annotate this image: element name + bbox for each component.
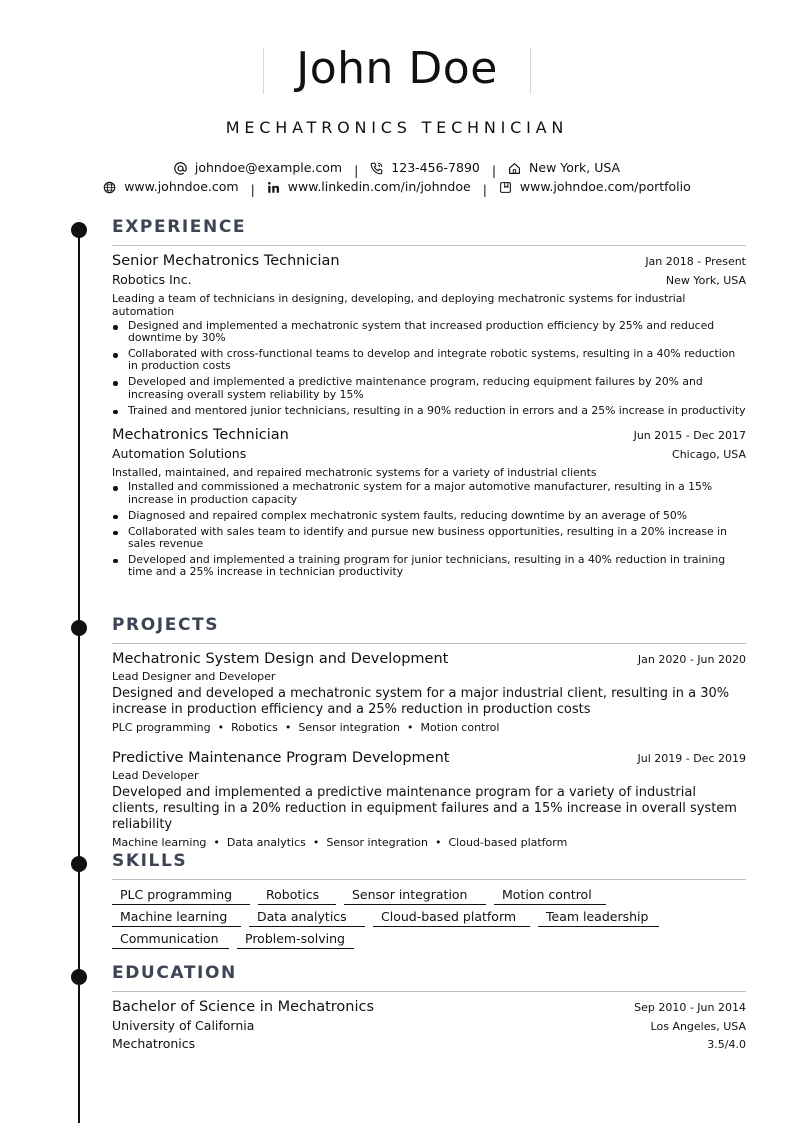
skill-tag: Sensor integration	[344, 886, 486, 905]
entry-header	[112, 997, 746, 1017]
separator: |	[354, 162, 359, 178]
job-summary: Leading a team of technicians in designing, developing, and deploying mechatronic systems for industrial automation	[112, 292, 686, 318]
location-item	[508, 159, 620, 177]
linkedin-icon	[267, 181, 280, 194]
experience-entry	[112, 251, 746, 417]
job-date: Jun 2015 - Dec 2017	[633, 428, 746, 442]
portfolio-item[interactable]	[499, 178, 691, 196]
timeline-dot-skills	[71, 856, 87, 872]
education-section	[112, 962, 746, 1053]
timeline-dot-experience	[71, 222, 87, 238]
section-title: EXPERIENCE	[112, 217, 247, 237]
job-date: Jan 2018 - Present	[645, 255, 746, 268]
achievement-item: Designed and implemented a mechatronic system that increased production efficiency by 25% and reduced downtime by 30%	[112, 320, 746, 344]
timeline-dot-projects	[71, 620, 87, 636]
contact-row-2	[0, 178, 794, 199]
project-keywords	[112, 835, 746, 851]
education-date: Sep 2010 - Jun 2014	[634, 1001, 746, 1014]
dot-separator: •	[213, 836, 220, 849]
keyword: Cloud-based platform	[448, 836, 568, 849]
website-text: www.johndoe.com	[124, 179, 239, 194]
entry-header	[112, 748, 746, 768]
linkedin-text: www.linkedin.com/in/johndoe	[287, 179, 471, 194]
home-icon	[508, 162, 521, 175]
job-title: Mechatronics Technician	[112, 426, 289, 443]
skills-section	[112, 850, 746, 952]
project-role: Lead Developer	[112, 769, 199, 782]
achievement-item: Trained and mentored junior technicians, resulting in a 90% reduction in errors and a 25% increase in productivity	[112, 405, 746, 417]
job-summary: Installed, maintained, and repaired mechatronic systems for a variety of industrial clients	[112, 465, 597, 479]
separator: |	[482, 181, 487, 197]
keyword: Data analytics	[226, 836, 306, 849]
phone-item[interactable]	[370, 159, 480, 177]
at-icon	[174, 162, 187, 175]
entry-header	[112, 425, 746, 445]
gpa: 3.5/4.0	[707, 1038, 746, 1051]
project-description: Designed and developed a mechatronic system for a major industrial client, resulting in a 30% increase in production efficiency and a 25% reduction in production costs	[112, 686, 730, 717]
skill-tag: Motion control	[494, 886, 606, 905]
keyword: Robotics	[231, 721, 278, 734]
achievement-item: Developed and implemented a training program for junior technicians, resulting in a 40% reduction in training time and a 25% increase in technician productivity	[112, 554, 746, 578]
separator: |	[250, 181, 255, 197]
skill-tag: Problem-solving	[237, 930, 354, 949]
skill-tag: Machine learning	[112, 908, 241, 927]
section-title: PROJECTS	[112, 615, 220, 635]
skill-tag: Communication	[112, 930, 229, 949]
project-description: Developed and implemented a predictive maintenance program for a variety of industrial clients, resulting in a 20% reduction in equipment failures and a 15% increase in overall system reliability	[112, 785, 737, 832]
achievement-list	[112, 320, 746, 417]
project-date: Jan 2020 - Jun 2020	[637, 653, 746, 666]
project-entry	[112, 748, 746, 851]
entry-detail	[112, 1035, 746, 1053]
achievement-item: Installed and commissioned a mechatronic system for a major automotive manufacturer, resulting in a 15% increase in production capacity	[112, 481, 746, 505]
skill-tag: Data analytics	[249, 908, 365, 927]
timeline-line	[78, 226, 80, 1123]
project-keywords	[112, 720, 746, 736]
company-name: Robotics Inc.	[112, 272, 192, 287]
email-item[interactable]	[174, 159, 342, 177]
project-entry	[112, 649, 746, 736]
entry-subheader	[112, 1017, 746, 1035]
keyword: Sensor integration	[298, 721, 401, 734]
entry-header	[112, 649, 746, 669]
keyword: Sensor integration	[326, 836, 428, 849]
keyword: Machine learning	[112, 836, 207, 849]
section-divider	[112, 879, 746, 880]
website-item[interactable]	[103, 178, 238, 196]
experience-entry	[112, 425, 746, 578]
achievement-item: Collaborated with cross-functional teams to develop and integrate robotic systems, resulting in a 40% reduction in production costs	[112, 348, 746, 372]
projects-section	[112, 614, 746, 851]
keyword: Motion control	[420, 721, 500, 734]
achievement-list	[112, 481, 746, 578]
project-title: Predictive Maintenance Program Development	[112, 750, 450, 766]
location-text: New York, USA	[529, 160, 621, 175]
degree-name: Bachelor of Science in Mechatronics	[112, 999, 375, 1015]
globe-icon	[103, 181, 116, 194]
timeline-dot-education	[71, 969, 87, 985]
project-title: Mechatronic System Design and Development	[112, 651, 449, 667]
portfolio-text: www.johndoe.com/portfolio	[519, 179, 691, 194]
section-title: EDUCATION	[112, 963, 237, 983]
job-location: Chicago, USA	[672, 447, 746, 461]
portfolio-icon	[499, 181, 512, 194]
skill-tag: Robotics	[258, 886, 336, 905]
field-of-study: Mechatronics	[112, 1036, 196, 1051]
section-title: SKILLS	[112, 851, 188, 871]
separator: |	[491, 162, 497, 178]
keyword: PLC programming	[112, 721, 211, 734]
job-title: Senior Mechatronics Technician	[112, 253, 340, 269]
achievement-item: Diagnosed and repaired complex mechatronic system faults, reducing downtime by an average of 50%	[112, 510, 746, 522]
entry-subheader	[112, 271, 746, 289]
project-date: Jul 2019 - Dec 2019	[637, 752, 746, 765]
section-divider	[112, 245, 746, 246]
dot-separator: •	[435, 836, 442, 849]
entry-header	[112, 251, 746, 271]
achievement-item: Developed and implemented a predictive maintenance program, reducing equipment failures by 20% and increasing overall system reliability by 15%	[112, 376, 746, 400]
skill-tag: Cloud-based platform	[373, 908, 530, 927]
person-name: John Doe	[296, 43, 498, 94]
job-title: MECHATRONICS TECHNICIAN	[225, 118, 569, 137]
experience-section	[112, 216, 746, 582]
linkedin-item[interactable]	[267, 178, 471, 196]
project-role: Lead Designer and Developer	[112, 670, 276, 683]
section-divider	[112, 643, 746, 644]
phone-icon	[370, 162, 383, 175]
dot-separator: •	[312, 836, 320, 849]
dot-separator: •	[217, 721, 225, 734]
job-location: New York, USA	[665, 274, 746, 287]
company-name: Automation Solutions	[112, 445, 247, 461]
section-divider	[112, 991, 746, 992]
achievement-item: Collaborated with sales team to identify and pursue new business opportunities, resulting in a 20% increase in sales revenue	[112, 526, 746, 550]
phone-text: 123-456-7890	[391, 160, 480, 175]
email-text: johndoe@example.com	[194, 160, 343, 175]
dot-separator: •	[284, 721, 292, 734]
skill-tag: Team leadership	[538, 908, 659, 927]
skills-list	[112, 886, 746, 952]
school-location: Los Angeles, USA	[650, 1020, 746, 1033]
school-name: University of California	[112, 1018, 255, 1033]
entry-subheader	[112, 445, 746, 463]
education-entry	[112, 997, 746, 1053]
dot-separator: •	[407, 721, 414, 734]
skill-tag: PLC programming	[112, 886, 250, 905]
contact-row-1	[0, 159, 794, 180]
